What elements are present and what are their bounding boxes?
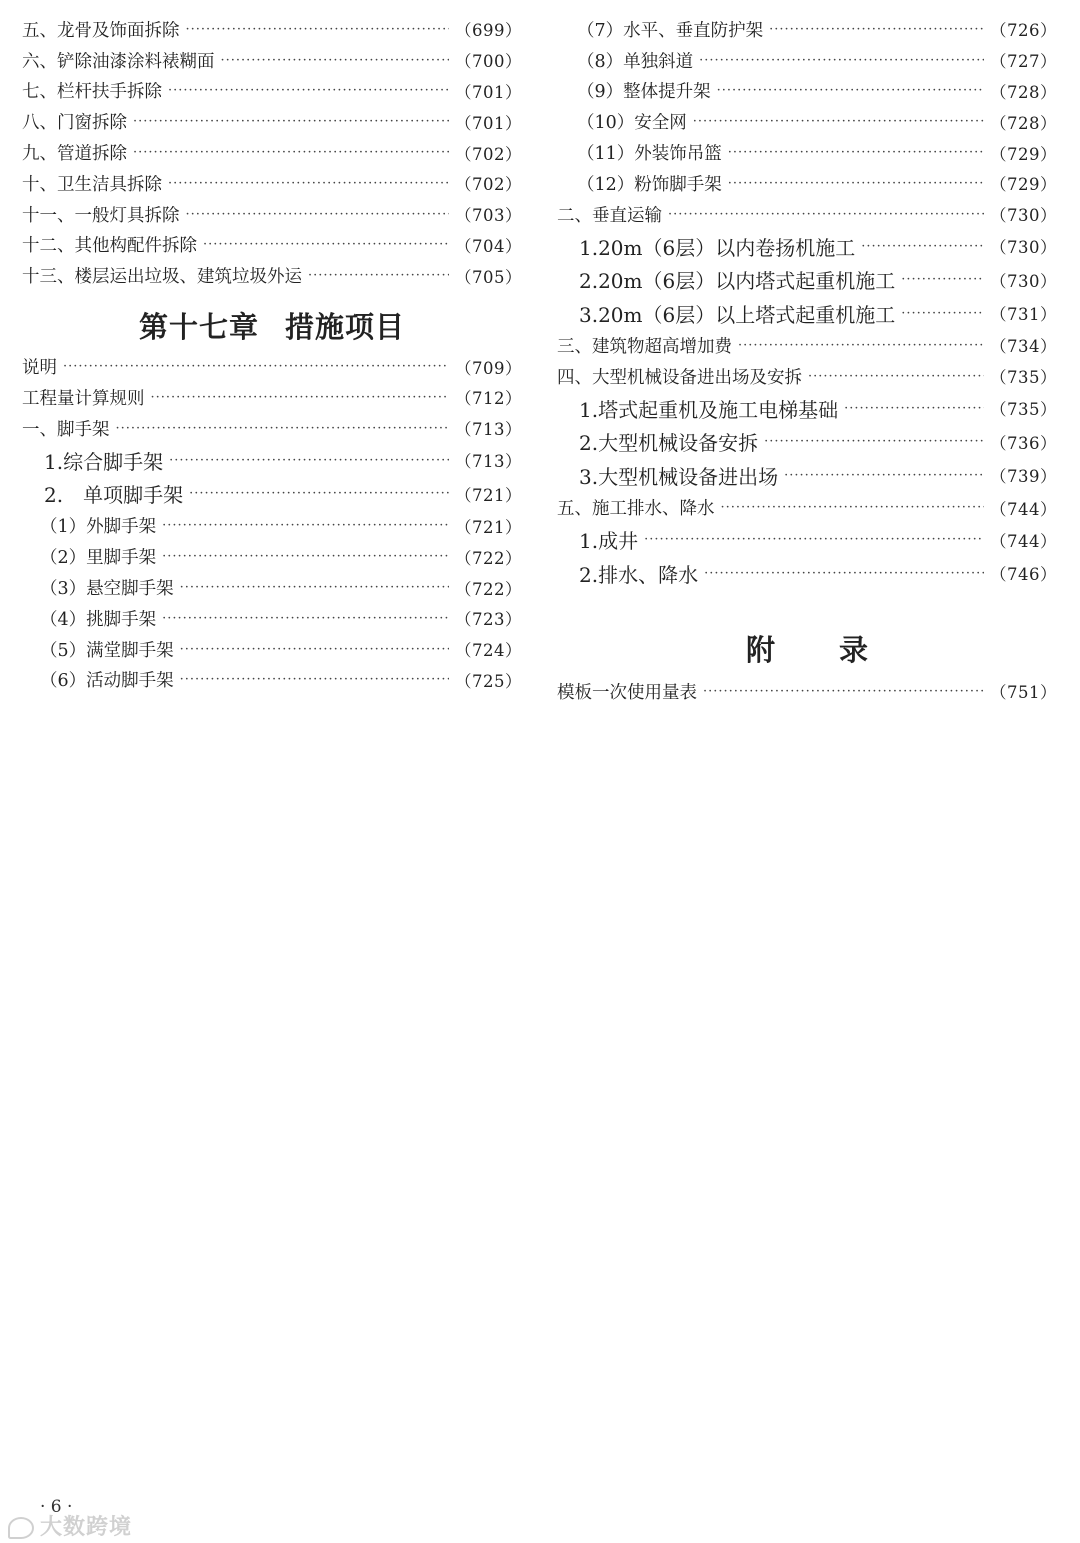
entry-page: （721） (455, 485, 522, 505)
left-column (22, 14, 522, 695)
entry-page: （703） (455, 206, 522, 226)
appendix-char-2: 录 (839, 632, 869, 667)
entry-title: 工程量计算规则 (22, 388, 145, 409)
entry-page: （730） (990, 271, 1057, 291)
toc-entry[interactable] (22, 199, 522, 230)
chapter-number: 第十七章 (138, 310, 259, 345)
dot-leader (728, 176, 984, 191)
toc-entry[interactable] (22, 511, 522, 542)
entry-title: （7）水平、垂直防护架 (577, 20, 764, 41)
toc-entry[interactable] (557, 361, 1057, 392)
entry-title: （12）粉饰脚手架 (577, 174, 722, 195)
entry-page: （702） (455, 144, 522, 164)
entry-title: （2）里脚手架 (40, 548, 157, 569)
entry-title: （1）外脚手架 (40, 517, 157, 538)
entry-title: （3）悬空脚手架 (40, 579, 174, 600)
dot-leader (180, 580, 449, 595)
toc-entry[interactable] (557, 492, 1057, 523)
dot-leader (133, 145, 449, 160)
toc-entry[interactable] (22, 14, 522, 45)
toc-entry[interactable] (557, 45, 1057, 76)
entry-page: （729） (990, 175, 1057, 195)
entry-page: （722） (455, 548, 522, 568)
appendix-char-1: 附 (745, 632, 775, 667)
entry-page: （735） (990, 368, 1057, 388)
entry-title: 五、施工排水、降水 (557, 499, 715, 520)
entry-title: 七、栏杆扶手拆除 (22, 82, 162, 103)
entry-title: 模板一次使用量表 (557, 682, 697, 703)
entry-page: （730） (990, 206, 1057, 226)
dot-leader (162, 611, 449, 626)
entry-page: （699） (455, 21, 522, 41)
toc-entry[interactable] (557, 425, 1057, 459)
entry-page: （744） (990, 499, 1057, 519)
entry-page: （713） (455, 420, 522, 440)
entry-page: （728） (990, 82, 1057, 102)
entry-page: （728） (990, 113, 1057, 133)
entry-title: 十三、楼层运出垃圾、建筑垃圾外运 (22, 267, 302, 288)
entry-page: （701） (455, 113, 522, 133)
entry-title: 十一、一般灯具拆除 (22, 205, 180, 226)
dot-leader (703, 684, 984, 699)
dot-leader (668, 207, 984, 222)
toc-entry[interactable] (557, 676, 1057, 707)
entry-title: 2.排水、降水 (579, 562, 699, 587)
toc-entry[interactable] (557, 168, 1057, 199)
dot-leader (717, 83, 984, 98)
entry-title: 一、脚手架 (22, 419, 110, 440)
dot-leader (901, 272, 984, 287)
dot-leader (784, 468, 984, 483)
dot-leader (728, 145, 984, 160)
toc-entry[interactable] (22, 603, 522, 634)
entry-page: （746） (990, 565, 1057, 585)
entry-title: （10）安全网 (577, 113, 687, 134)
entry-title: 2.大型机械设备安拆 (579, 431, 759, 456)
dot-leader (186, 207, 450, 222)
toc-entry[interactable] (557, 137, 1057, 168)
toc-entry[interactable] (557, 330, 1057, 361)
entry-title: 1.塔式起重机及施工电梯基础 (579, 397, 839, 422)
dot-leader (116, 421, 450, 436)
chapter-name: 措施项目 (285, 310, 406, 345)
toc-entry[interactable] (557, 297, 1057, 331)
entry-page: （721） (455, 517, 522, 537)
entry-page: （713） (455, 452, 522, 472)
entry-title: （6）活动脚手架 (40, 671, 174, 692)
toc-entry[interactable] (22, 541, 522, 572)
dot-leader (308, 268, 449, 283)
entry-title: 1.综合脚手架 (44, 449, 164, 474)
dot-leader (808, 369, 984, 384)
page-number: · 6 · (40, 1497, 73, 1517)
entry-page: （701） (455, 82, 522, 102)
toc-entry[interactable] (22, 230, 522, 261)
toc-entry[interactable] (22, 260, 522, 291)
dot-leader (162, 518, 449, 533)
dot-leader (844, 401, 984, 416)
toc-entry[interactable] (557, 199, 1057, 230)
toc-entry[interactable] (22, 413, 522, 444)
entry-title: 四、大型机械设备进出场及安拆 (557, 367, 802, 388)
entry-page: （751） (990, 683, 1057, 703)
dot-leader (169, 453, 449, 468)
dot-leader (764, 434, 984, 449)
entry-title: （8）单独斜道 (577, 51, 694, 72)
dot-leader (738, 338, 984, 353)
entry-page: （731） (990, 305, 1057, 325)
entry-title: 说明 (22, 358, 57, 379)
toc-entry[interactable] (557, 14, 1057, 45)
entry-title: （11）外装饰吊篮 (577, 144, 722, 165)
appendix-heading (557, 620, 1057, 676)
dot-leader (644, 532, 984, 547)
entry-title: 2.20m（6层）以内塔式起重机施工 (579, 269, 896, 294)
entry-title: （9）整体提升架 (577, 82, 711, 103)
dot-leader (693, 114, 984, 129)
entry-page: （722） (455, 579, 522, 599)
dot-leader (203, 237, 449, 252)
toc-entry[interactable] (22, 634, 522, 665)
toc-entry[interactable] (22, 106, 522, 137)
entry-title: 1.20m（6层）以内卷扬机施工 (579, 235, 856, 260)
toc-entry[interactable] (557, 523, 1057, 557)
entry-page: （724） (455, 641, 522, 661)
dot-leader (162, 549, 449, 564)
entry-page: （744） (990, 531, 1057, 551)
dot-leader (133, 114, 449, 129)
entry-title: 五、龙骨及饰面拆除 (22, 20, 180, 41)
watermark (8, 1510, 132, 1541)
toc-entry[interactable] (22, 45, 522, 76)
toc-entry[interactable] (557, 263, 1057, 297)
entry-title: 六、铲除油漆涂料裱糊面 (22, 51, 215, 72)
chapter-heading (22, 299, 522, 351)
entry-title: 3.20m（6层）以上塔式起重机施工 (579, 302, 896, 327)
dot-leader (63, 359, 449, 374)
entry-page: （702） (455, 175, 522, 195)
toc-entry[interactable] (22, 477, 522, 511)
entry-title: 十、卫生洁具拆除 (22, 174, 162, 195)
dot-leader (901, 306, 984, 321)
entry-title: 2. 单项脚手架 (44, 483, 184, 508)
toc-entry[interactable] (557, 230, 1057, 264)
dot-leader (704, 566, 984, 581)
toc-entry[interactable] (22, 137, 522, 168)
dot-leader (221, 53, 450, 68)
dot-leader (189, 486, 449, 501)
entry-page: （739） (990, 467, 1057, 487)
entry-page: （735） (990, 400, 1057, 420)
entry-page: （712） (455, 389, 522, 409)
toc-entry[interactable] (557, 76, 1057, 107)
entry-title: （5）满堂脚手架 (40, 640, 174, 661)
entry-page: （705） (455, 267, 522, 287)
entry-page: （704） (455, 236, 522, 256)
toc-entry[interactable] (22, 76, 522, 107)
entry-page: （709） (455, 358, 522, 378)
dot-leader (168, 176, 449, 191)
toc-entry[interactable] (557, 392, 1057, 426)
entry-page: （730） (990, 238, 1057, 258)
dot-leader (699, 53, 984, 68)
dot-leader (168, 83, 449, 98)
dot-leader (769, 22, 984, 37)
toc-entry[interactable] (557, 556, 1057, 590)
toc-entry[interactable] (557, 106, 1057, 137)
toc-entry[interactable] (22, 382, 522, 413)
entry-title: 3.大型机械设备进出场 (579, 464, 779, 489)
entry-title: 二、垂直运输 (557, 205, 662, 226)
entry-page: （726） (990, 21, 1057, 41)
entry-page: （736） (990, 433, 1057, 453)
entry-title: 十二、其他构配件拆除 (22, 236, 197, 257)
dot-leader (180, 672, 449, 687)
toc-entry[interactable] (22, 351, 522, 382)
dot-leader (186, 22, 450, 37)
toc-entry[interactable] (22, 168, 522, 199)
dot-leader (151, 390, 450, 405)
chat-bubble-icon (8, 1517, 34, 1539)
entry-page: （727） (990, 52, 1057, 72)
entry-page: （725） (455, 671, 522, 691)
right-column (557, 14, 1057, 707)
toc-entry[interactable] (22, 665, 522, 696)
entry-page: （729） (990, 144, 1057, 164)
entry-page: （700） (455, 52, 522, 72)
entry-title: 1.成井 (579, 529, 639, 554)
dot-leader (721, 500, 985, 515)
dot-leader (861, 239, 984, 254)
entry-title: 三、建筑物超高增加费 (557, 336, 732, 357)
entry-title: （4）挑脚手架 (40, 609, 157, 630)
watermark-text: 大数跨境 (40, 1515, 133, 1540)
entry-title: 八、门窗拆除 (22, 113, 127, 134)
entry-page: （723） (455, 610, 522, 630)
toc-entry[interactable] (22, 572, 522, 603)
toc-entry[interactable] (557, 459, 1057, 493)
entry-title: 九、管道拆除 (22, 144, 127, 165)
toc-entry[interactable] (22, 444, 522, 478)
entry-page: （734） (990, 337, 1057, 357)
dot-leader (180, 642, 449, 657)
